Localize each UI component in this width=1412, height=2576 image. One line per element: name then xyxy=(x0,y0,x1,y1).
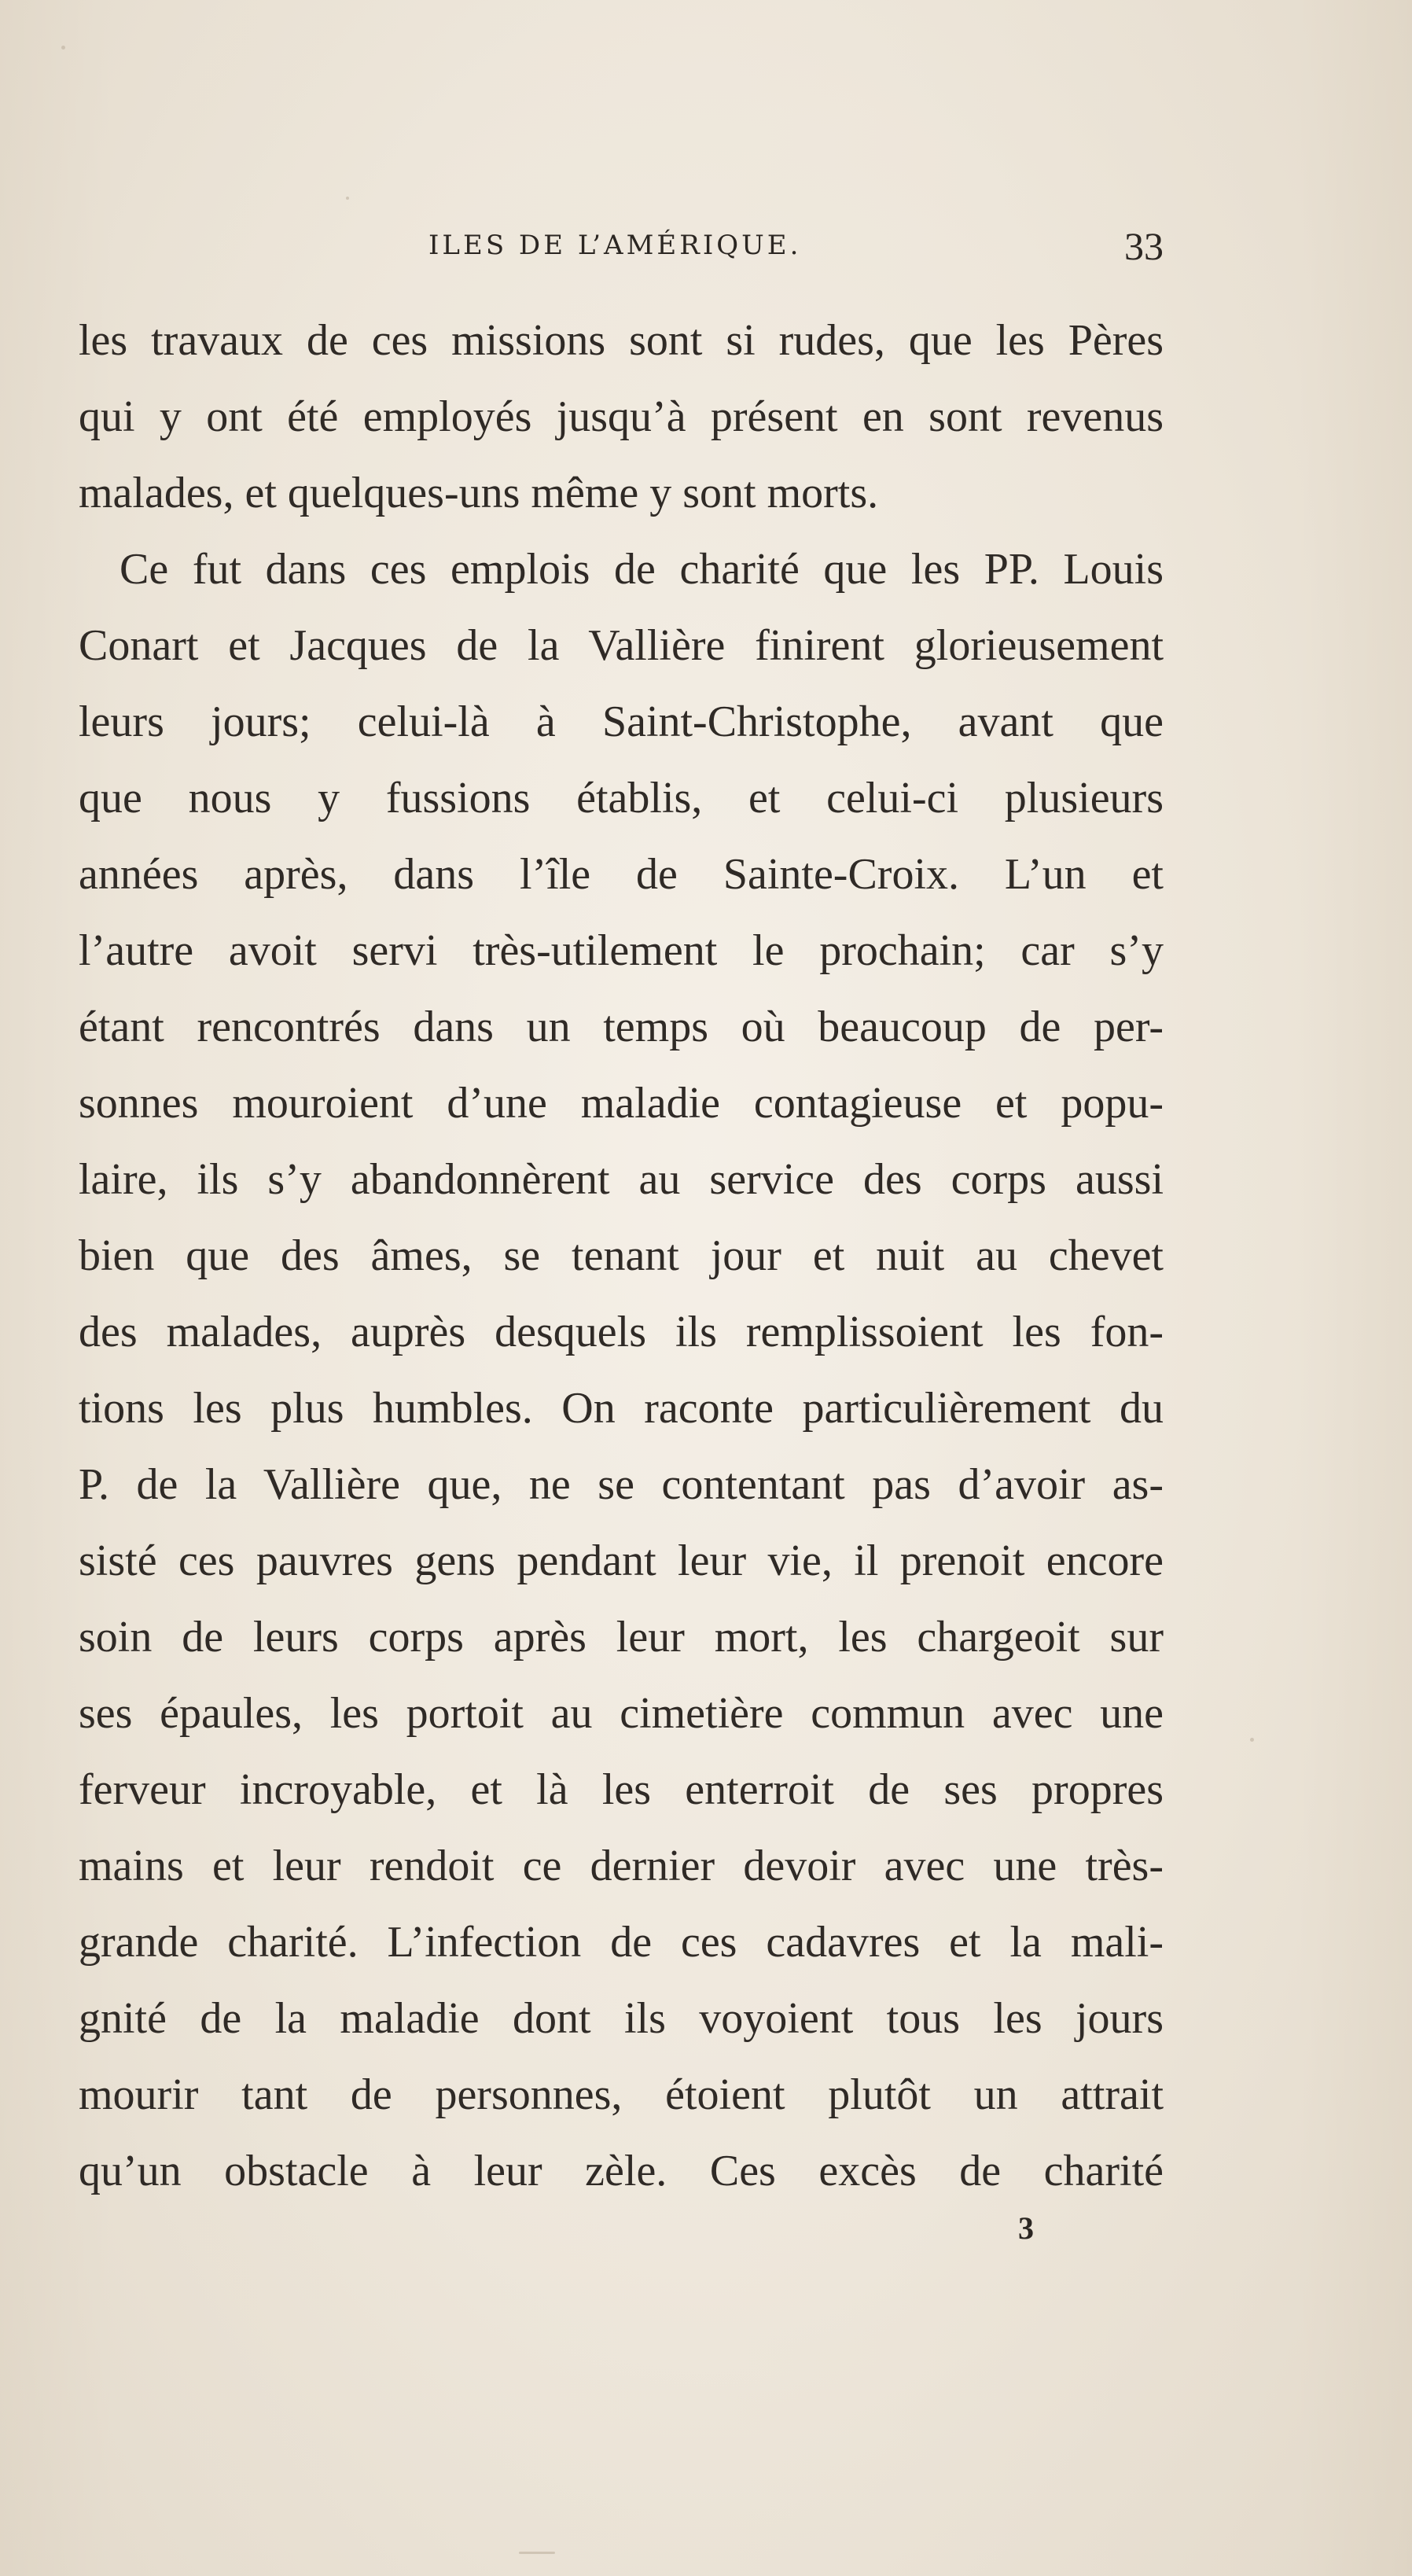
signature-mark: 3 xyxy=(1018,2210,1034,2246)
paper-speck xyxy=(1250,1738,1254,1742)
text-line: étant rencontrés dans un temps où beaucoup de per- xyxy=(79,1003,1164,1051)
text-line: qu’un obstacle à leur zèle. Ces excès de charité xyxy=(79,2147,1164,2195)
page-number: 33 xyxy=(1124,224,1164,268)
text-line: les travaux de ces missions sont si rudes, que les Pères xyxy=(79,316,1164,365)
text-line: des malades, auprès desquels ils remplissoient les fon- xyxy=(79,1308,1164,1356)
paper-speck xyxy=(61,46,65,50)
running-head xyxy=(79,224,1164,277)
text-line: ses épaules, les portoit au cimetière commun avec une xyxy=(79,1689,1164,1738)
text-line: Conart et Jacques de la Vallière finirent glorieusement xyxy=(79,621,1164,670)
text-line: laire, ils s’y abandonnèrent au service des corps aussi xyxy=(79,1155,1164,1204)
text-line: mourir tant de personnes, étoient plutôt un attrait xyxy=(79,2070,1164,2119)
text-line: tions les plus humbles. On raconte particulièrement du xyxy=(79,1384,1164,1433)
text-line: qui y ont été employés jusqu’à présent en sont revenus xyxy=(79,392,1164,441)
text-line: gnité de la maladie dont ils voyoient tous les jours xyxy=(79,1994,1164,2043)
text-line: bien que des âmes, se tenant jour et nuit au chevet xyxy=(79,1231,1164,1280)
running-title: ILES DE L’AMÉRIQUE. xyxy=(428,230,802,261)
text-line: années après, dans l’île de Sainte-Croix. L’un et xyxy=(79,850,1164,899)
paper-speck xyxy=(519,2552,555,2554)
text-line: l’autre avoit servi très-utilement le prochain; car s’y xyxy=(79,926,1164,975)
text-line: leurs jours; celui-là à Saint-Christophe, avant que xyxy=(79,697,1164,746)
text-line: Ce fut dans ces emplois de charité que les PP. Louis xyxy=(120,545,1164,594)
body-text xyxy=(79,303,1164,2210)
text-line: mains et leur rendoit ce dernier devoir avec une très- xyxy=(79,1842,1164,1890)
text-line: sisté ces pauvres gens pendant leur vie, il prenoit encore xyxy=(79,1536,1164,1585)
text-line: que nous y fussions établis, et celui-ci plusieurs xyxy=(79,774,1164,822)
text-line: malades, et quelques-uns même y sont morts. xyxy=(79,469,879,517)
text-line: ferveur incroyable, et là les enterroit de ses propres xyxy=(79,1765,1164,1814)
text-line: P. de la Vallière que, ne se contentant pas d’avoir as- xyxy=(79,1460,1164,1509)
paper-speck xyxy=(346,197,349,200)
text-line: grande charité. L’infection de ces cadavres et la mali- xyxy=(79,1918,1164,1967)
text-line: soin de leurs corps après leur mort, les chargeoit sur xyxy=(79,1613,1164,1662)
text-line: sonnes mouroient d’une maladie contagieuse et popu- xyxy=(79,1079,1164,1128)
